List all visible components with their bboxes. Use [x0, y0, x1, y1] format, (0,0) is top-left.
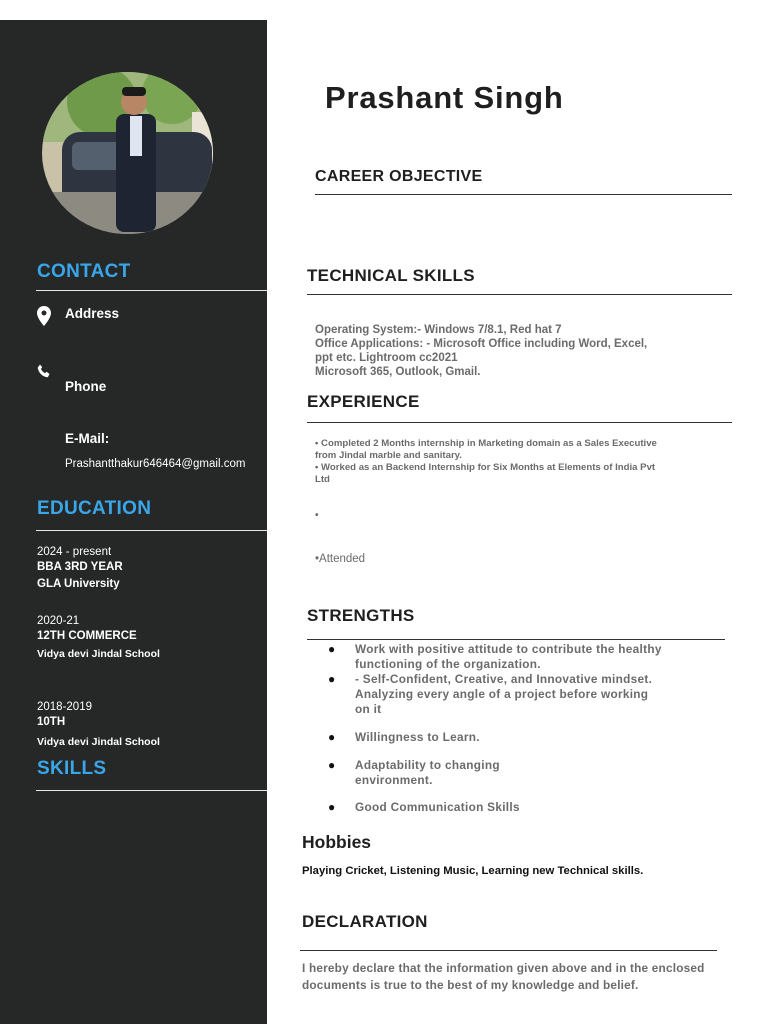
skills-title: SKILLS [37, 758, 107, 779]
education-divider [36, 530, 267, 531]
experience-line: Ltd [315, 474, 330, 485]
education-institution: GLA University [37, 578, 120, 590]
strength-line: environment. [355, 773, 433, 787]
experience-title: EXPERIENCE [307, 392, 420, 411]
strength-line: - Self-Confident, Creative, and Innovative mindset. [355, 672, 653, 686]
email-label: E-Mail: [65, 431, 110, 446]
experience-line: • Completed 2 Months internship in Marketing domain as a Sales Executive [315, 438, 657, 449]
technical-skills-title: TECHNICAL SKILLS [307, 266, 475, 285]
bullet-icon: ● [328, 642, 336, 656]
declaration-title: DECLARATION [302, 912, 428, 931]
declaration-line: I hereby declare that the information given above and in the enclosed [302, 961, 705, 975]
strengths-divider [307, 639, 725, 640]
experience-empty-bullet: • [315, 510, 319, 521]
education-degree: 12TH COMMERCE [37, 630, 137, 642]
bullet-icon: ● [328, 730, 336, 744]
education-degree: BBA 3RD YEAR [37, 561, 123, 573]
technical-skills-divider [307, 294, 732, 295]
strength-line: Analyzing every angle of a project before working [355, 687, 649, 701]
education-degree: 10TH [37, 716, 66, 728]
declaration-text [302, 960, 705, 994]
declaration-divider [300, 950, 717, 951]
education-period: 2018-2019 [37, 701, 92, 713]
skills-divider [36, 790, 267, 791]
profile-photo [42, 72, 213, 234]
experience-divider [307, 422, 732, 423]
declaration-line: documents is true to the best of my knowledge and belief. [302, 978, 639, 992]
hobbies-title: Hobbies [302, 832, 372, 852]
email-value[interactable]: Prashantthakur646464@gmail.com [65, 458, 246, 470]
bullet-icon: ● [328, 800, 336, 814]
contact-title: CONTACT [37, 261, 131, 282]
hobbies-text: Playing Cricket, Listening Music, Learning new Technical skills. [302, 865, 644, 877]
career-objective-divider [315, 194, 732, 195]
phone-icon [37, 364, 51, 383]
strength-line: Work with positive attitude to contribute the healthy [355, 642, 662, 656]
experience-text [315, 438, 657, 486]
technical-skills-line: Office Applications: - Microsoft Office including Word, Excel, [315, 338, 648, 350]
technical-skills-text [315, 323, 647, 379]
technical-skills-line: Operating System:- Windows 7/8.1, Red hat 7 [315, 324, 562, 336]
phone-label: Phone [65, 379, 107, 394]
experience-line: from Jindal marble and sanitary. [315, 450, 462, 461]
address-label: Address [65, 306, 120, 321]
technical-skills-line: ppt etc. Lightroom cc2021 [315, 352, 458, 364]
education-title: EDUCATION [37, 498, 152, 519]
strength-line: functioning of the organization. [355, 657, 541, 671]
bullet-icon: ● [328, 758, 336, 772]
strength-line: Good Communication Skills [355, 800, 520, 814]
strength-line: on it [355, 702, 382, 716]
career-objective-title: CAREER OBJECTIVE [315, 168, 483, 185]
education-period: 2024 - present [37, 546, 112, 558]
technical-skills-line: Microsoft 365, Outlook, Gmail. [315, 366, 481, 378]
location-pin-icon [37, 306, 51, 331]
strengths-title: STRENGTHS [307, 606, 415, 625]
contact-divider [36, 290, 267, 291]
education-institution: Vidya devi Jindal School [37, 736, 160, 748]
bullet-icon: ● [328, 672, 336, 686]
experience-attended: •Attended [315, 553, 366, 565]
candidate-name: Prashant Singh [325, 80, 564, 115]
education-institution: Vidya devi Jindal School [37, 648, 160, 660]
strength-line: Willingness to Learn. [355, 730, 480, 744]
experience-line: • Worked as an Backend Internship for Six Months at Elements of India Pvt [315, 462, 656, 473]
education-period: 2020-21 [37, 615, 80, 627]
strength-line: Adaptability to changing [355, 758, 500, 772]
